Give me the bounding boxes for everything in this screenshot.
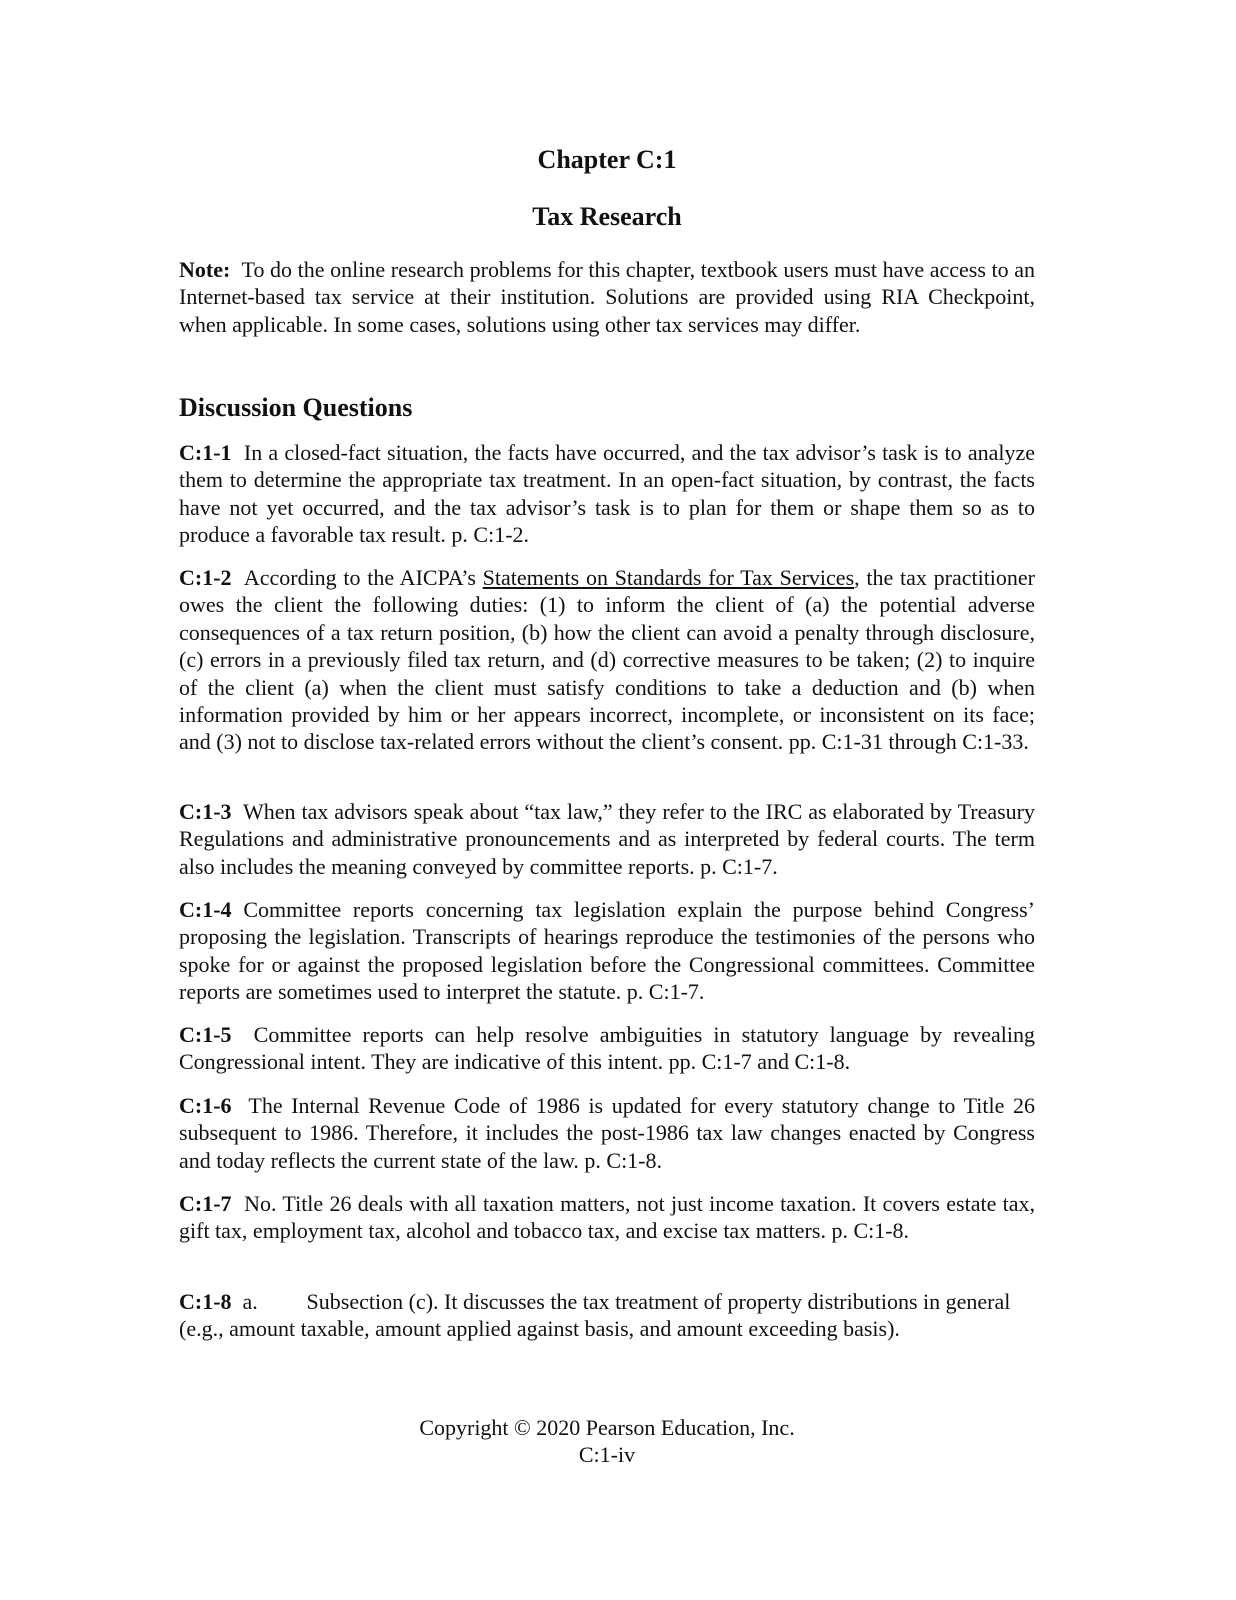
question-c1-5: [179, 1021, 1035, 1076]
question-answer: Committee reports can help resolve ambiguities in statutory language by revealing Congressional intent. They are indicative of this intent. pp. C:1-7 and C:1-8.: [179, 1022, 1035, 1075]
publication-title: Statements on Standards for Tax Services: [482, 565, 855, 590]
question-c1-1: [179, 439, 1035, 549]
part-label: a.: [242, 1289, 258, 1314]
chapter-title: Tax Research: [532, 202, 682, 231]
question-number: C:1-1: [179, 440, 232, 465]
question-number: C:1-6: [179, 1093, 232, 1118]
copyright-notice: Copyright © 2020 Pearson Education, Inc.: [419, 1415, 795, 1440]
note-paragraph: [179, 256, 1035, 338]
question-number: C:1-5: [179, 1022, 232, 1047]
question-number: C:1-4: [179, 897, 232, 922]
question-number: C:1-7: [179, 1191, 232, 1216]
question-c1-3: [179, 798, 1035, 880]
question-answer-line1: Subsection (c). It discusses the tax treatment of property distributions in general: [306, 1289, 1011, 1314]
question-answer-intro: According to the AICPA’s: [243, 565, 476, 590]
question-answer: When tax advisors speak about “tax law,” they refer to the IRC as elaborated by Treasury Regulations and administrative pronouncements and as interpreted by federal courts. The term also includes the meaning conveyed by committee reports. p. C:1-7.: [179, 799, 1036, 879]
chapter-heading: Chapter C:1: [537, 145, 677, 174]
question-c1-7: [179, 1190, 1035, 1245]
question-answer: In a closed-fact situation, the facts have occurred, and the tax advisor’s task is to analyze them to determine the appropriate tax treatment. In an open-fact situation, by contrast, the facts have not yet occurred, and the tax advisor’s task is to plan for them or shape them so as to produce a favorable tax result. p. C:1-2.: [179, 440, 1035, 548]
question-number: C:1-3: [179, 799, 232, 824]
section-heading: Discussion Questions: [179, 393, 413, 422]
question-number: C:1-8: [179, 1289, 232, 1314]
question-answer: The Internal Revenue Code of 1986 is updated for every statutory change to Title 26 subsequent to 1986. Therefore, it includes the post-1986 tax law changes enacted by Congress and today reflects the current state of the law. p. C:1-8.: [179, 1093, 1035, 1173]
question-answer-line2: (e.g., amount taxable, amount applied against basis, and amount exceeding basis).: [179, 1316, 900, 1342]
question-answer: No. Title 26 deals with all taxation matters, not just income taxation. It covers estate tax, gift tax, employment tax, alcohol and tobacco tax, and excise tax matters. p. C:1-8.: [179, 1191, 1036, 1244]
question-answer: Committee reports concerning tax legislation explain the purpose behind Congress’ proposing the legislation. Transcripts of hearings reproduce the testimonies of the persons who spoke for or against the proposed legislation before the Congressional committees. Committee reports are sometimes used to interpret the statute. p. C:1-7.: [179, 897, 1035, 1005]
page-footer: [179, 1414, 1035, 1468]
note-label: Note:: [179, 257, 231, 282]
note-text: To do the online research problems for this chapter, textbook users must have access to an Internet-based tax service at their institution. Solutions are provided using RIA Checkpoint, when applicable. In some cases, solutions using other tax services may differ.: [179, 257, 1036, 337]
question-c1-8: [179, 1288, 1035, 1343]
question-c1-2: [179, 564, 1035, 756]
question-c1-6: [179, 1092, 1035, 1174]
page-number: C:1-iv: [578, 1442, 636, 1467]
question-c1-4: [179, 896, 1035, 1006]
question-number: C:1-2: [179, 565, 232, 590]
question-answer: , the tax practitioner owes the client the following duties: (1) to inform the client of (a) the potential adverse consequences of a tax return position, (b) how the client can avoid a penalty through disclosure, (c) errors in a previously filed tax return, and (d) corrective measures to be taken; (2) to inquire of the client (a) when the client must satisfy conditions to take a deduction and (b) when information provided by him or her appears incorrect, incomplete, or inconsistent on its face; and (3) not to disclose tax-related errors without the client’s consent. pp. C:1-31 through C:1-33.: [179, 565, 1036, 755]
